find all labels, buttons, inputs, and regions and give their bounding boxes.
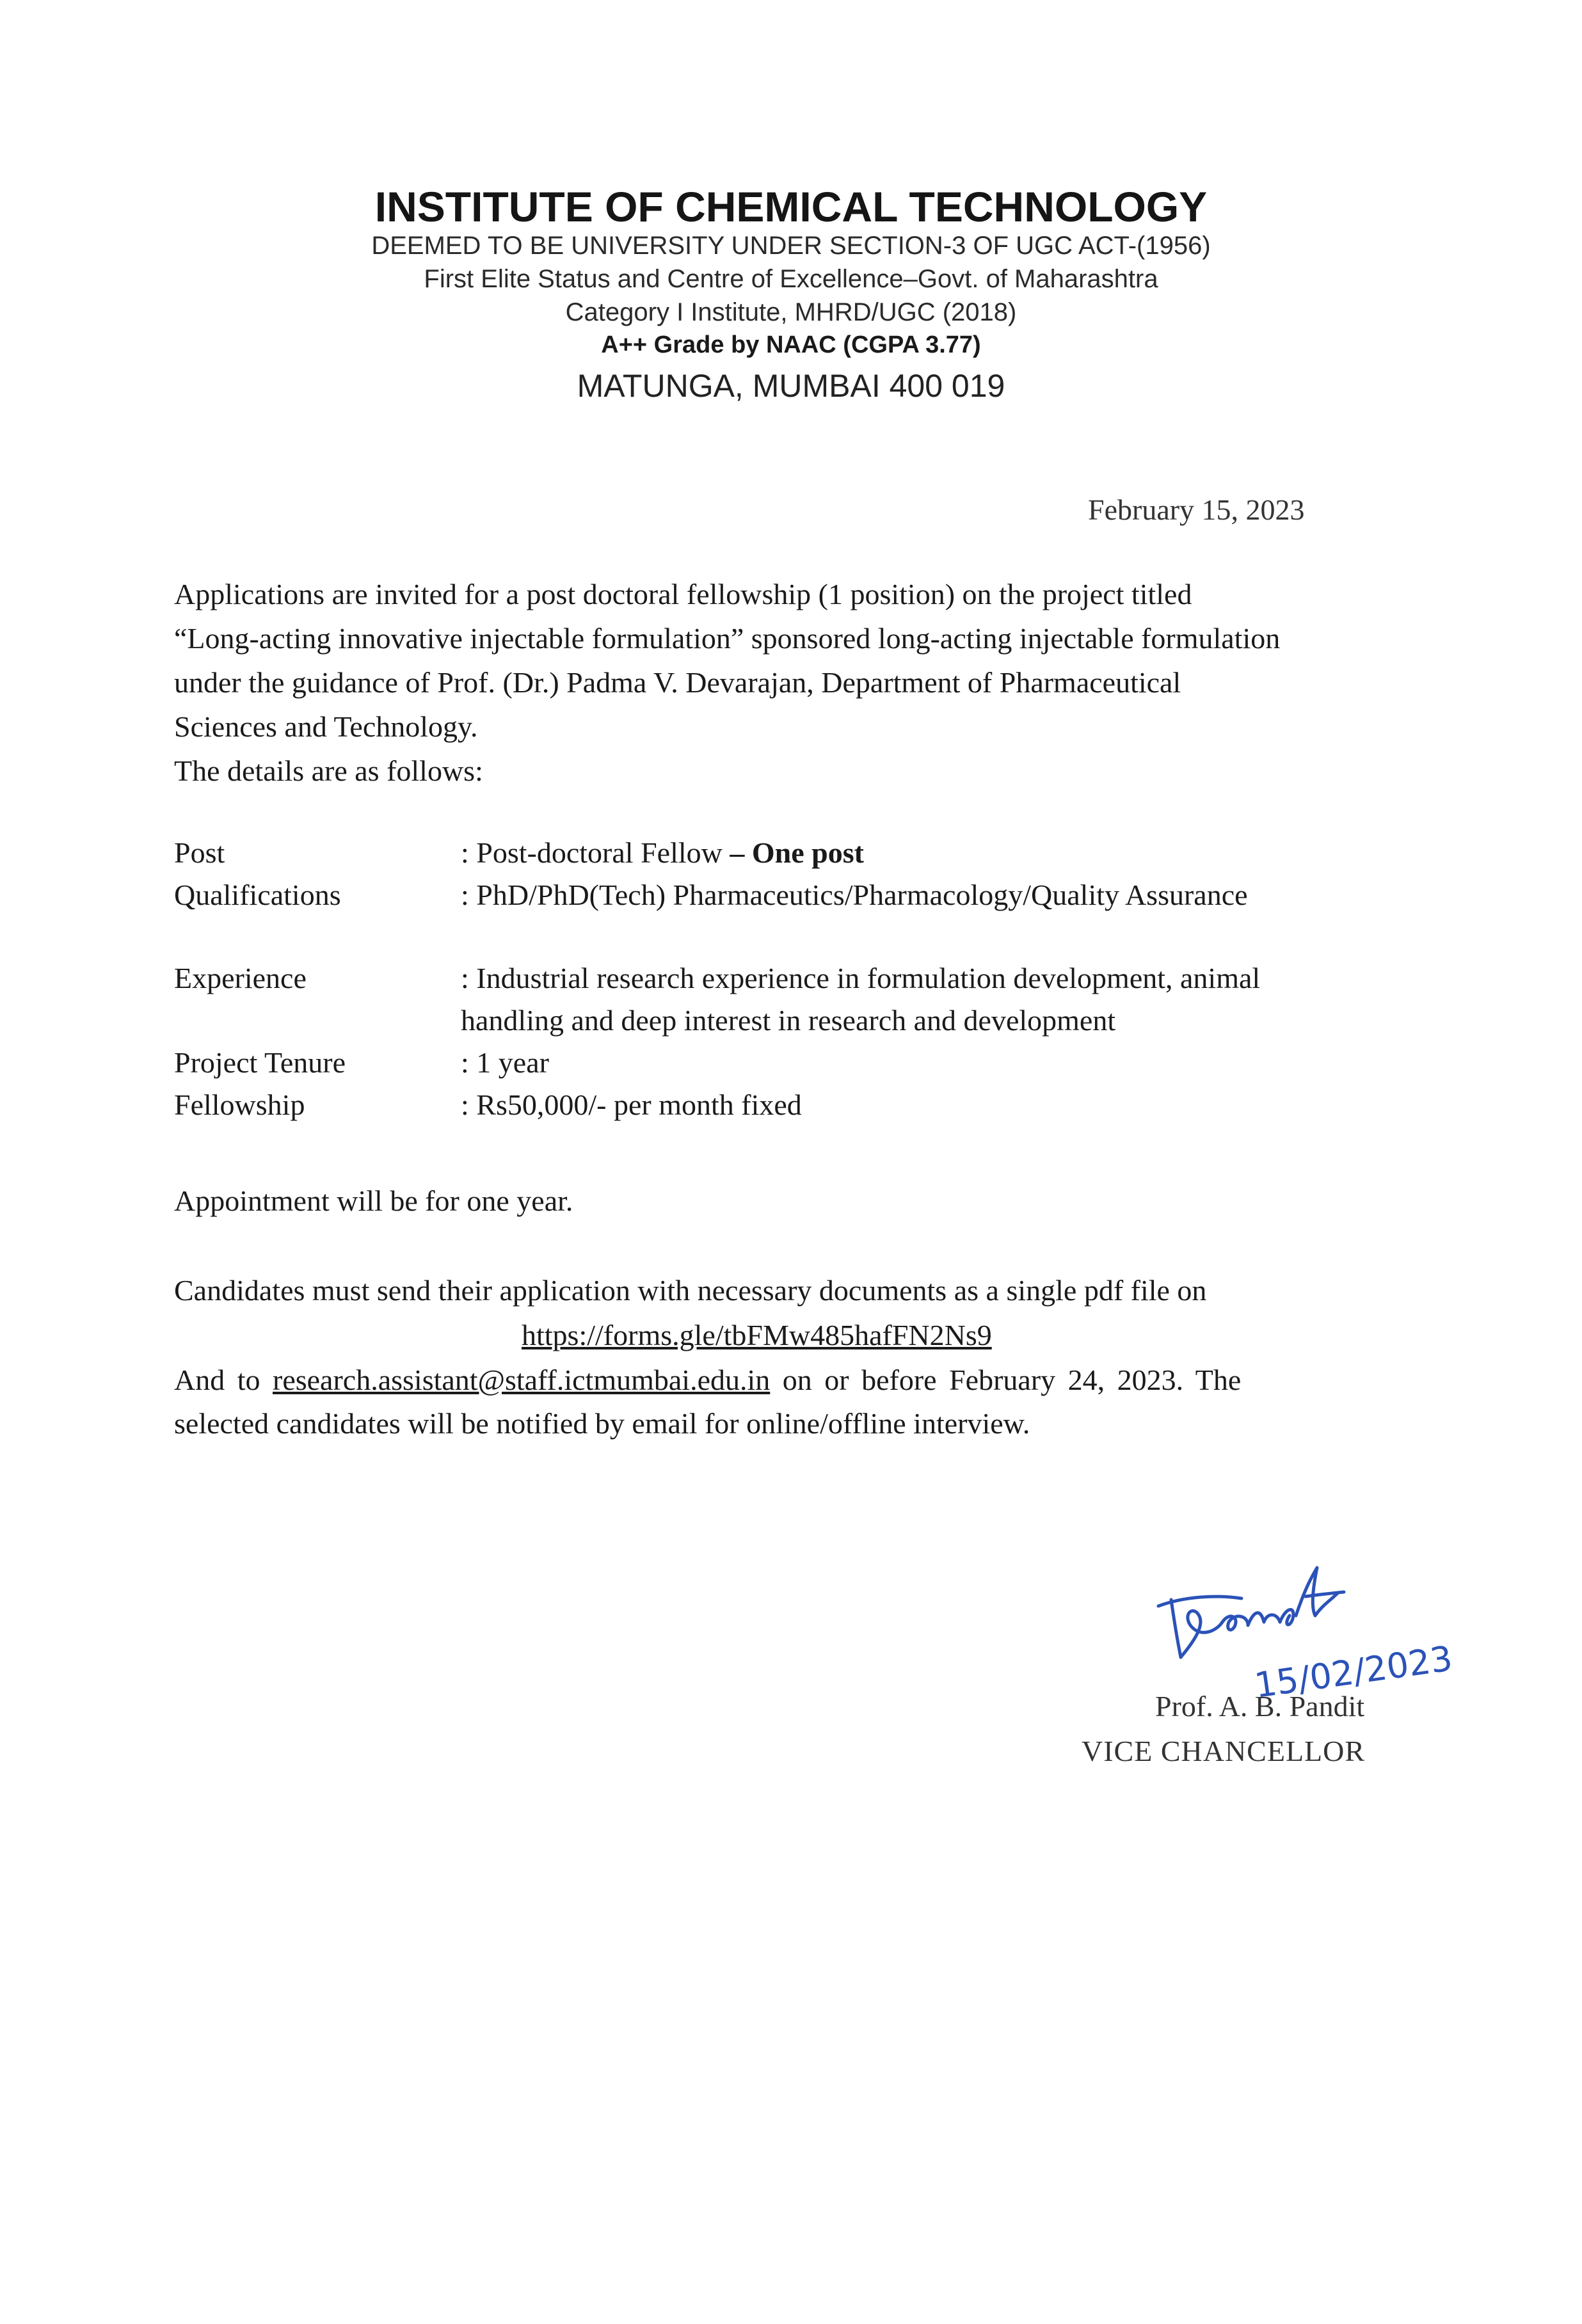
institute-category-line: Category I Institute, MHRD/UGC (2018) — [565, 298, 1017, 326]
detail-label: Fellowship — [174, 1088, 305, 1121]
deadline-text: on or before February 24, 2023. The — [782, 1364, 1242, 1396]
intro-line: Applications are invited for a post doctoral fellowship (1 position) on the project titled — [174, 578, 1192, 610]
intro-paragraph — [174, 572, 1390, 793]
and-prefix: And to — [174, 1364, 260, 1396]
intro-line: Sciences and Technology. — [174, 710, 478, 743]
detail-label: Qualifications — [174, 879, 341, 911]
intro-line: under the guidance of Prof. (Dr.) Padma V. Devarajan, Department of Pharmaceutical — [174, 666, 1181, 699]
handwritten-signature — [1146, 1561, 1491, 1708]
selection-note: selected candidates will be notified by email for online/offline interview. — [174, 1407, 1030, 1440]
contact-email-link[interactable]: research.assistant@staff.ictmumbai.edu.in — [273, 1364, 771, 1396]
institute-address: MATUNGA, MUMBAI 400 019 — [577, 368, 1005, 404]
detail-value — [461, 832, 864, 874]
detail-label: Experience — [174, 962, 307, 994]
institute-name: INSTITUTE OF CHEMICAL TECHNOLOGY — [374, 183, 1208, 230]
signatory-title: VICE CHANCELLOR — [1082, 1735, 1366, 1767]
signature-date: 15/02/2023 — [1252, 1638, 1455, 1706]
signatory-name: Prof. A. B. Pandit — [1155, 1690, 1365, 1723]
institute-grade: A++ Grade by NAAC (CGPA 3.77) — [601, 331, 981, 358]
intro-line: The details are as follows: — [174, 754, 483, 787]
post-count: – One post — [730, 836, 864, 869]
detail-value: : PhD/PhD(Tech) Pharmaceutics/Pharmacology/Quality Assurance — [461, 879, 1248, 911]
institute-excellence-line: First Elite Status and Centre of Excellence–Govt. of Maharashtra — [424, 265, 1158, 293]
post-value-text: : Post-doctoral Fellow — [461, 836, 723, 869]
detail-label: Post — [174, 836, 225, 869]
candidates-instruction: Candidates must send their application with necessary documents as a single pdf file on — [174, 1274, 1207, 1307]
email-line — [174, 1363, 1241, 1397]
detail-value: : Rs50,000/- per month fixed — [461, 1088, 802, 1121]
detail-value: : 1 year — [461, 1046, 549, 1079]
detail-value: : Industrial research experience in formulation development, animal — [461, 962, 1261, 994]
application-form-link[interactable]: https://forms.gle/tbFMw485hafFN2Ns9 — [522, 1319, 992, 1351]
letter-date: February 15, 2023 — [1088, 493, 1305, 526]
detail-value: handling and deep interest in research and development — [461, 1004, 1116, 1037]
appointment-note: Appointment will be for one year. — [174, 1184, 573, 1217]
detail-label: Project Tenure — [174, 1046, 346, 1079]
institute-status-line: DEEMED TO BE UNIVERSITY UNDER SECTION-3 OF UGC ACT-(1956) — [371, 232, 1211, 260]
intro-line: “Long-acting innovative injectable formulation” sponsored long-acting injectable formulation — [174, 622, 1281, 655]
